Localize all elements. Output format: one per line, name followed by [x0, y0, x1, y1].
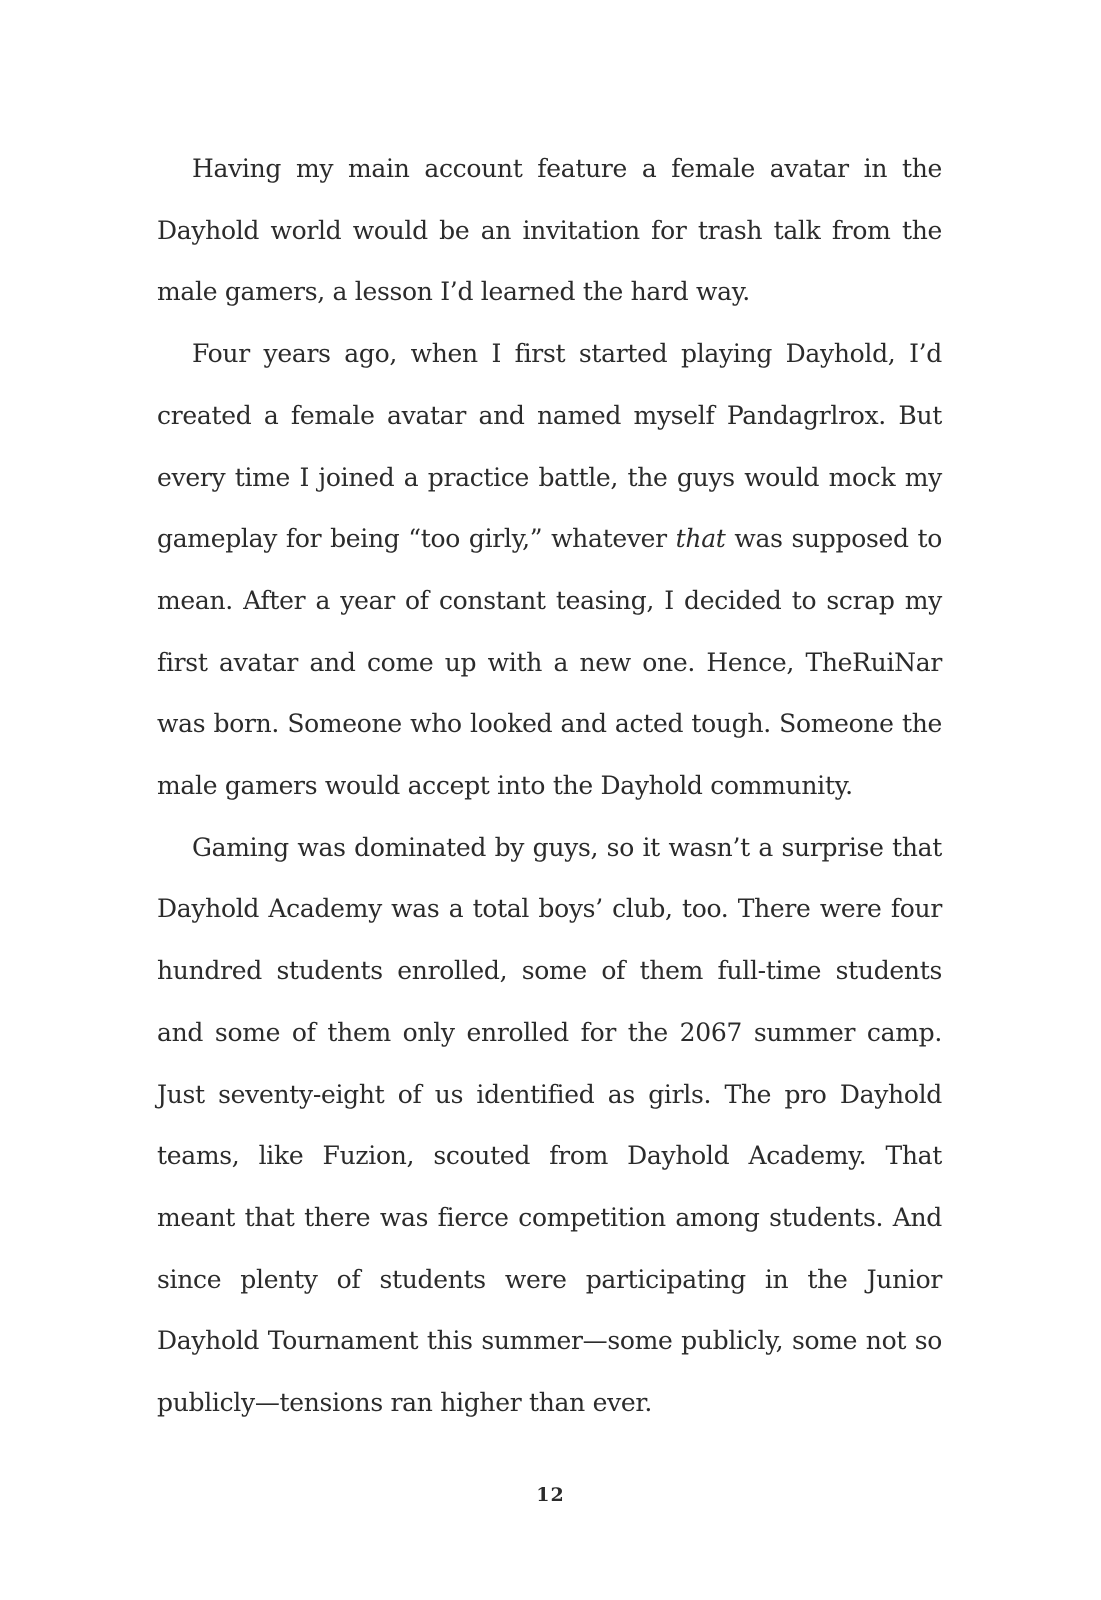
- paragraph-3-text: Gaming was dominated by guys, so it wasn’t a surprise that Dayhold Academy was a total boys’ club, too. There were four hundred students enrolled, some of them full-time students and some of them only enrolled for the 2067 summer camp. Just seventy-eight of us identified as girls. The pro Dayhold teams, like Fuzion, scouted from Dayhold Academy. That meant that there was fierce competition among students. And since plenty of students were participating in the Junior Dayhold Tournament this summer—some publicly, some not so publicly—tensions ran higher than ever.: [157, 832, 942, 1418]
- paragraph-3: [157, 817, 942, 1434]
- paragraph-2: [157, 323, 942, 817]
- body-text: [157, 138, 942, 1434]
- paragraph-1-text: Having my main account feature a female avatar in the Dayhold world would be an invitation for trash talk from the male gamers, a lesson I’d learned the hard way.: [157, 154, 942, 307]
- paragraph-1: [157, 138, 942, 323]
- paragraph-2-emphasis: that: [675, 524, 726, 554]
- paragraph-2-text: Four years ago, when I first started playing Dayhold, I’d created a female avatar and named myself Pandagrlrox. But every time I joined a practice battle, the guys would mock my gameplay for being “too girly,” whatever: [157, 339, 942, 554]
- page-number: 12: [536, 1484, 565, 1506]
- paragraph-2-text-after: was supposed to mean. After a year of constant teasing, I decided to scrap my first avatar and come up with a new one. Hence, TheRuiNar was born. Someone who looked and acted tough. Someone the male gamers would accept into the Dayhold community.: [157, 524, 943, 801]
